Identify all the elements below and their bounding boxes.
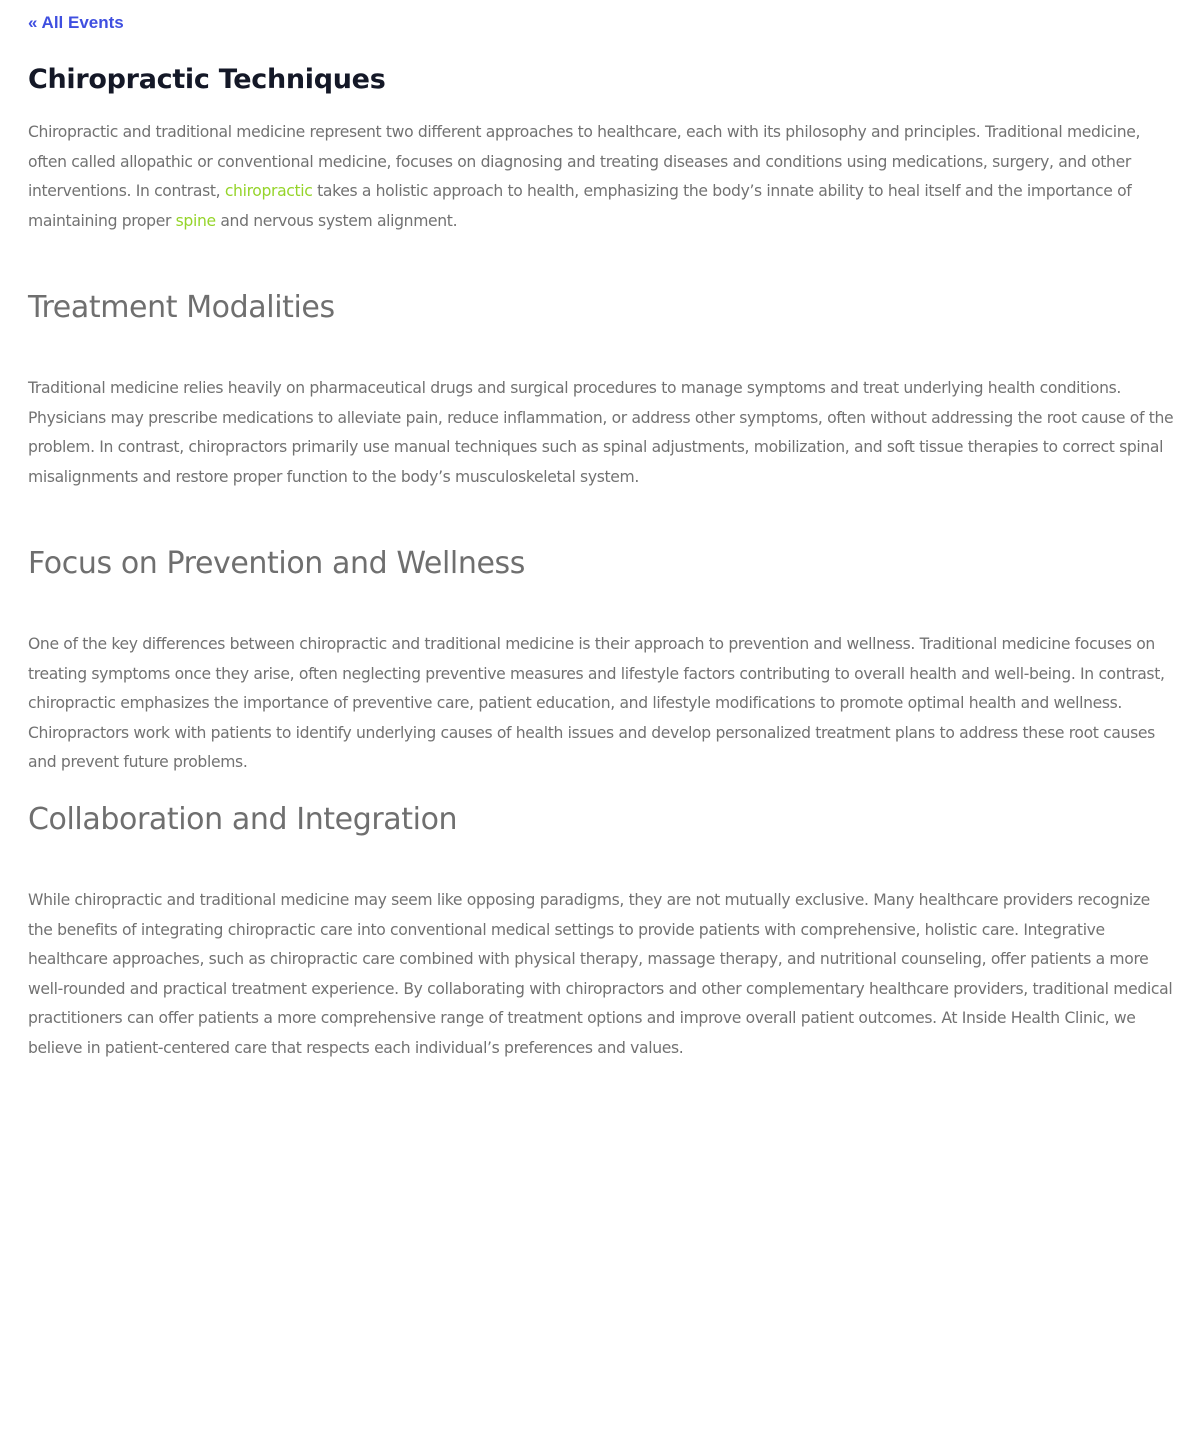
section-heading-prevention-wellness: Focus on Prevention and Wellness	[28, 546, 525, 581]
intro-text-3: and nervous system alignment.	[215, 211, 458, 230]
section-body-treatment-modalities: Traditional medicine relies heavily on pharmaceutical drugs and surgical procedures to manage symptoms and treat underlying health conditions. Physicians may prescribe medications to alleviate pain, reduce inflammation, or address other symptoms, often without addressing the root cause of the problem. In contrast, chiropractors primarily use manual techniques such as spinal adjustments, mobilization, and soft tissue therapies to correct spinal misalignments and restore proper function to the body’s musculoskeletal system.	[28, 379, 1174, 486]
intro-text-1: Chiropractic and traditional medicine represent two different approaches to healthcare, each with its philosophy and principles. Traditional medicine, often called allopathic or conventional medicine, focuses on diagnosing and treating diseases and conditions using medications, surgery, and other interventions. In contrast,	[28, 123, 1141, 201]
event-title: Chiropractic Techniques	[28, 64, 386, 95]
section-body-prevention-wellness: One of the key differences between chiropractic and traditional medicine is their approach to prevention and wellness. Traditional medicine focuses on treating symptoms once they arise, often neglecting preventive measures and lifestyle factors contributing to overall health and well-being. In contrast, chiropractic emphasizes the importance of preventive care, patient education, and lifestyle modifications to promote optimal health and wellness. Chiropractors work with patients to identify underlying causes of health issues and develop personalized treatment plans to address these root causes and prevent future problems.	[28, 635, 1165, 772]
spine-link[interactable]: spine	[175, 211, 216, 230]
intro-text-2: takes a holistic approach to health, emphasizing the body’s innate ability to heal itself and the importance of maintaining proper	[28, 182, 1132, 230]
all-events-link[interactable]: « All Events	[28, 13, 124, 32]
section-heading-collaboration-integration: Collaboration and Integration	[28, 802, 458, 837]
intro-paragraph	[28, 118, 1174, 236]
section-heading-treatment-modalities: Treatment Modalities	[28, 290, 335, 325]
chiropractic-link[interactable]: chiropractic	[224, 182, 313, 201]
section-body-collaboration-integration: While chiropractic and traditional medicine may seem like opposing paradigms, they are not mutually exclusive. Many healthcare providers recognize the benefits of integrating chiropractic care into conventional medical settings to provide patients with comprehensive, holistic care. Integrative healthcare approaches, such as chiropractic care combined with physical therapy, massage therapy, and nutritional counseling, offer patients a more well-rounded and practical treatment experience. By collaborating with chiropractors and other complementary healthcare providers, traditional medical practitioners can offer patients a more comprehensive range of treatment options and improve overall patient outcomes. At Inside Health Clinic, we believe in patient-centered care that respects each individual’s preferences and values.	[28, 891, 1173, 1057]
